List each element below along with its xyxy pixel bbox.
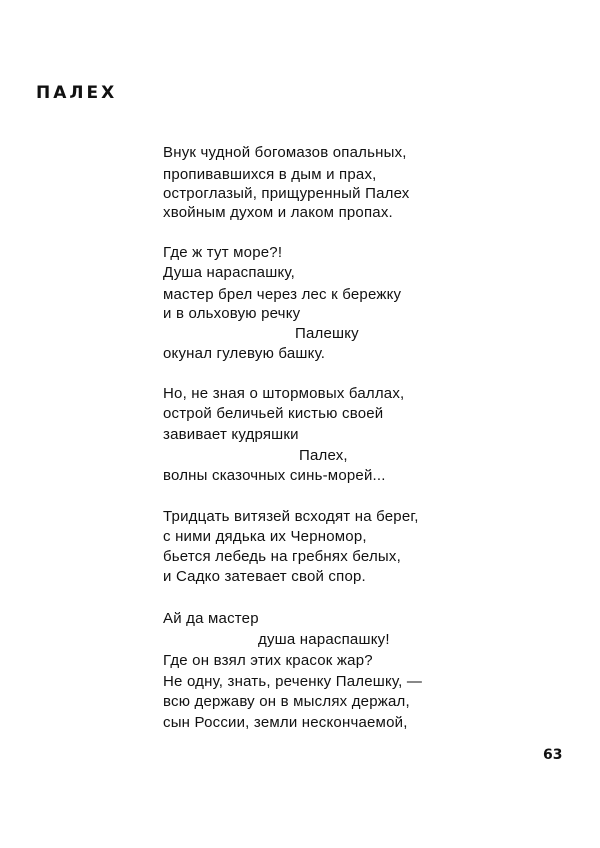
poem-line: окунал гулевую башку.	[163, 345, 326, 362]
poem-line: волны сказочных синь-морей...	[163, 467, 386, 484]
poem-line: Не одну, знать, реченку Палешку, —	[163, 673, 423, 690]
poem-line: хвойным духом и лаком пропах.	[163, 204, 393, 221]
poem-line: Тридцать витязей всходят на берег,	[163, 508, 419, 525]
poem-line: острой беличьей кистью своей	[163, 405, 384, 422]
poem-line: сын России, земли нескончаемой,	[163, 714, 408, 731]
poem-title: ПАЛЕХ	[36, 83, 118, 103]
poem-line: остроглазый, прищуренный Палех	[163, 185, 410, 202]
poem-line: бьется лебедь на гребнях белых,	[163, 548, 401, 565]
poem-line: Где он взял этих красок жар?	[163, 652, 373, 669]
poem-line: мастер брел через лес к бережку	[163, 286, 402, 303]
poem-line: с ними дядька их Черномор,	[163, 528, 367, 545]
poem-line: пропивавшихся в дым и прах,	[163, 166, 377, 183]
poem-line: Внук чудной богомазов опальных,	[163, 144, 407, 161]
poem-line: всю державу он в мыслях держал,	[163, 693, 410, 710]
poem-line: и в ольховую речку	[163, 305, 301, 322]
poem-line: Палех,	[299, 447, 348, 464]
poem-line: Душа нараспашку,	[163, 264, 295, 281]
poem-line: Но, не зная о штормовых баллах,	[163, 385, 405, 402]
poem-line: Палешку	[295, 325, 359, 342]
poem-line: завивает кудряшки	[163, 426, 299, 443]
poem-line: и Садко затевает свой спор.	[163, 568, 366, 585]
page-number: 63	[543, 747, 563, 763]
poem-line: душа нараспашку!	[258, 631, 390, 648]
poem-line: Где ж тут море?!	[163, 244, 283, 261]
poem-line: Ай да мастер	[163, 610, 259, 627]
